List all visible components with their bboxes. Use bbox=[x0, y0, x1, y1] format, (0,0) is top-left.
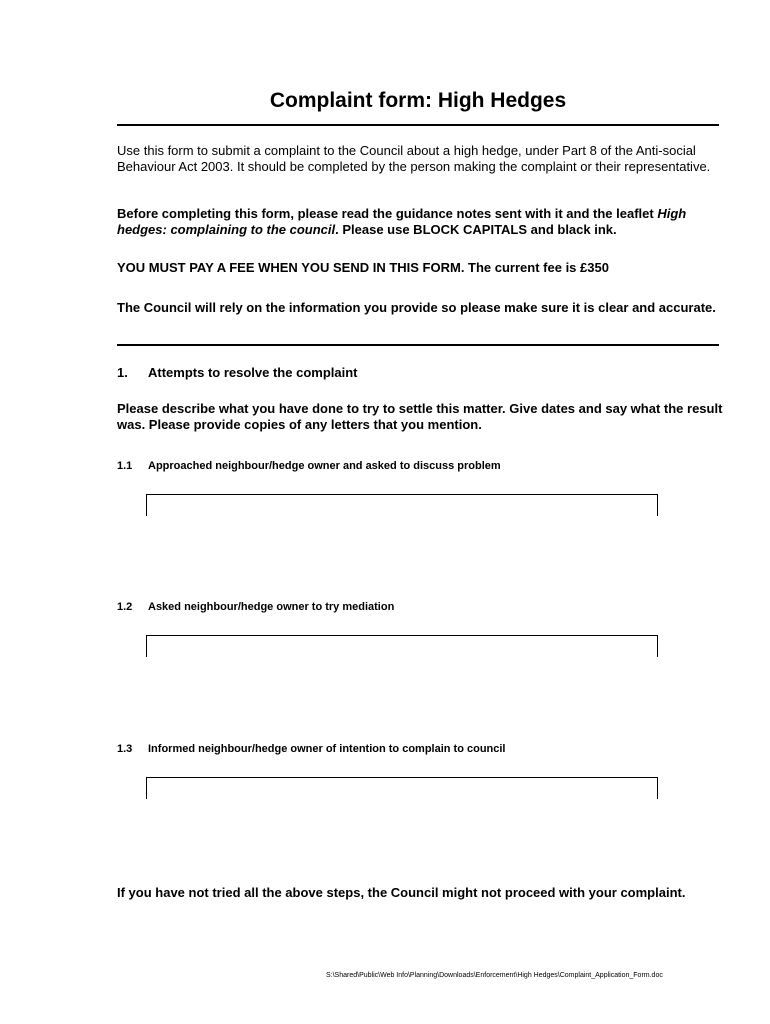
fee-notice: YOU MUST PAY A FEE WHEN YOU SEND IN THIS FORM. The current fee is £350 bbox=[117, 260, 609, 275]
section-1-number: 1. bbox=[117, 365, 128, 380]
answer-1-2-box[interactable] bbox=[146, 635, 658, 657]
question-1-2-label: Asked neighbour/hedge owner to try mediation bbox=[148, 601, 395, 613]
question-1-3-number: 1.3 bbox=[117, 743, 133, 755]
question-1-3 bbox=[117, 743, 506, 755]
guidance-after: . Please use BLOCK CAPITALS and black ink. bbox=[335, 222, 617, 237]
footer-file-path: S:\Shared\Public\Web Info\Planning\Downloads\Enforcement\High Hedges\Complaint_Application_Form.doc bbox=[326, 972, 663, 979]
page-title: Complaint form: High Hedges bbox=[269, 89, 567, 112]
answer-1-1-box[interactable] bbox=[146, 494, 658, 516]
section-1-heading bbox=[117, 365, 357, 380]
question-1-2-number: 1.2 bbox=[117, 601, 133, 613]
question-1-1-number: 1.1 bbox=[117, 460, 133, 472]
top-divider bbox=[117, 124, 719, 126]
accuracy-notice: The Council will rely on the information you provide so please make sure it is clear and accurate. bbox=[117, 300, 716, 315]
question-1-1-label: Approached neighbour/hedge owner and asked to discuss problem bbox=[148, 460, 501, 472]
guidance-text bbox=[117, 206, 723, 238]
section-divider bbox=[117, 344, 719, 346]
section-1-instructions: Please describe what you have done to try to settle this matter. Give dates and say what the result was. Please provide copies of any letters that you mention. bbox=[117, 401, 723, 432]
question-1-3-label: Informed neighbour/hedge owner of intention to complain to council bbox=[148, 743, 506, 755]
intro-text: Use this form to submit a complaint to the Council about a high hedge, under Part 8 of the Anti-social Behaviour Act 2003. It should be completed by the person making the complaint or their representative. bbox=[117, 143, 711, 174]
question-1-2 bbox=[117, 601, 394, 613]
leaflet-title: High hedges: complaining to the council bbox=[117, 206, 687, 237]
answer-1-3-box[interactable] bbox=[146, 777, 658, 799]
guidance-before: Before completing this form, please read the guidance notes sent with it and the leaflet bbox=[117, 206, 658, 221]
section-1-title: Attempts to resolve the complaint bbox=[148, 365, 358, 380]
question-1-1 bbox=[117, 460, 501, 472]
proceed-warning: If you have not tried all the above steps, the Council might not proceed with your complaint. bbox=[117, 885, 686, 900]
